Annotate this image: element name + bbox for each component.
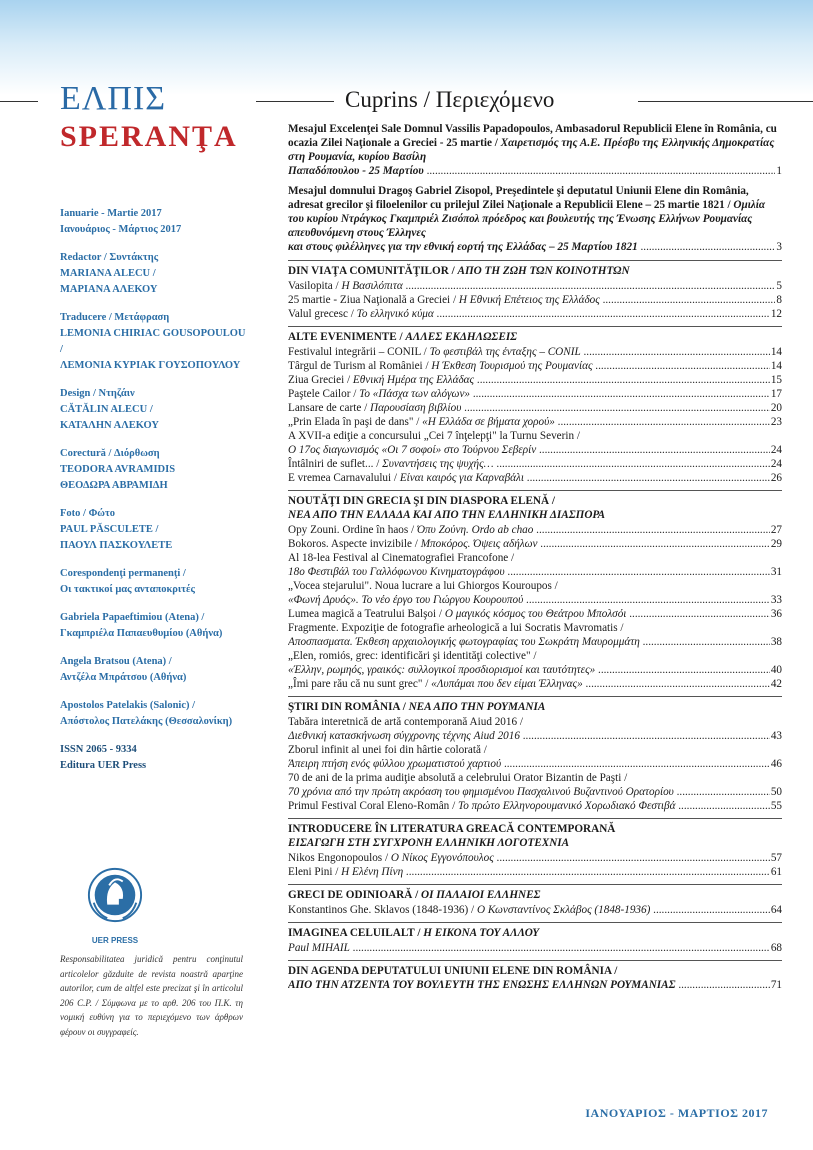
toc-entry-lead: Fragmente. Expoziţie de fotografie arheologică a lui Socratis Mavromatis /: [288, 622, 624, 634]
masthead-line: TEODORA AVRAMIDIS: [60, 464, 176, 475]
toc-entry-title: [288, 164, 775, 178]
masthead-block: [60, 566, 248, 598]
header-rule-right: [638, 101, 813, 102]
toc-entry-title: [288, 279, 775, 293]
masthead-line: ΘΕΟΔΩΡΑ ΑΒΡΑΜΙΔΗ: [60, 480, 168, 491]
toc-entry-title: [288, 307, 770, 321]
toc-section-header: [288, 884, 782, 902]
toc-page-number: 15: [770, 374, 782, 386]
toc-page-number: 40: [770, 664, 782, 676]
masthead-line: Corectură / Διόρθωση: [60, 448, 160, 459]
masthead-line: ISSN 2065 - 9334: [60, 744, 137, 755]
toc-title-greek: Το ελληνικό κύμα: [356, 308, 434, 320]
toc-section-header: [288, 326, 782, 344]
logo-romanian: SPERANŢA: [60, 120, 238, 153]
toc-entry-title: [288, 663, 770, 677]
toc-title-greek: Η Ελένη Πίνη: [341, 866, 404, 878]
masthead-line: Ianuarie - Martie 2017: [60, 208, 162, 219]
toc-page-number: 50: [770, 786, 782, 798]
toc-entry-title: [288, 415, 770, 429]
toc-title-greek: Ο Κωνσταντίνος Σκλάβος (1848-1936): [476, 904, 651, 916]
toc-title-romanian: Valul grecesc /: [288, 308, 354, 320]
toc-title-greek: Ο Νίκος Εγγονόπουλος: [390, 852, 494, 864]
toc-section-header: [288, 922, 782, 940]
toc-entry-title: [288, 729, 770, 743]
toc-entry-title: [288, 677, 770, 691]
toc-entry-title: [288, 293, 775, 307]
toc-title-greek: Το φεστιβάλ της ένταξης – CONIL: [429, 346, 581, 358]
toc-entry[interactable]: [288, 345, 782, 359]
toc-entry-title: [288, 635, 770, 649]
toc-entry-title: [288, 978, 770, 992]
toc-title-greek: «Η Ελλάδα σε βήματα χορού»: [422, 416, 555, 428]
toc-title-greek: Παρουσίαση βιβλίου: [370, 402, 462, 414]
toc-page-number: 14: [770, 346, 782, 358]
toc-entry-title: [288, 851, 770, 865]
toc-title-greek: Χαιρετισμός της Α.Ε. Πρέσβυ της Ελληνικής Δημοκρατίας στη Ρουμανία, κυρίου Βασίλη: [288, 137, 775, 163]
section-title-greek: ΟΙ ΠΑΛΑΙΟΙ ΕΛΛΗΝΕΣ: [421, 889, 541, 901]
toc-title-romanian: Opy Zouni. Ordine în haos /: [288, 524, 415, 536]
toc-entry-title: [288, 865, 770, 879]
masthead-block: [60, 386, 248, 434]
section-title-romanian: ALTE EVENIMENTE /: [288, 331, 403, 343]
toc-section-header: [288, 960, 782, 992]
masthead-line: Foto / Φώτο: [60, 508, 116, 519]
toc-page-number: 24: [770, 444, 782, 456]
masthead-line: Corespondenţi permanenţi /: [60, 568, 186, 579]
toc-entry[interactable]: [288, 471, 782, 485]
section-title-romanian: GRECI DE ODINIOARĂ /: [288, 889, 419, 901]
toc-entry[interactable]: [288, 607, 782, 621]
toc-page-number: 33: [770, 594, 782, 606]
toc-title-romanian: Ziua Greciei /: [288, 374, 351, 386]
toc-title-romanian: Festivalul integrării – CONIL /: [288, 346, 427, 358]
toc-page-number: 23: [770, 416, 782, 428]
section-title-greek: ΝΕΑ ΑΠΟ ΤΗΝ ΡΟΥΜΑΝΙΑ: [408, 701, 546, 713]
masthead-line: PAUL PĂSCULETE /: [60, 524, 159, 535]
toc-page-number: 71: [770, 979, 782, 991]
toc-entry[interactable]: [288, 359, 782, 373]
toc-entry[interactable]: [288, 279, 782, 293]
toc-entry[interactable]: [288, 307, 782, 321]
toc-title-romanian: Lumea magică a Teatrului Balşoi /: [288, 608, 443, 620]
masthead-block: [60, 250, 248, 298]
toc-entry[interactable]: [288, 443, 782, 457]
masthead-line: ΠΑΟΥΛ ΠΑΣΚΟΥΛΕΤΕ: [60, 540, 173, 551]
toc-title-greek: 18ο Φεστιβάλ του Γαλλόφωνου Κινηματογράφου: [288, 566, 505, 578]
toc-page-number: 57: [770, 852, 782, 864]
toc-title-greek: Paul MIHAIL: [288, 942, 350, 954]
toc-entry[interactable]: [288, 635, 782, 649]
toc-entry[interactable]: [288, 865, 782, 879]
toc-section-header: [288, 696, 782, 714]
masthead-line: MARIANA ALECU /: [60, 268, 156, 279]
toc-title-greek: Μποκόρος. Όψεις αδήλων: [420, 538, 538, 550]
toc-entry: [288, 240, 782, 254]
toc-title-romanian: Konstantinos Ghe. Sklavos (1848-1936) /: [288, 904, 475, 916]
toc-page-number: 27: [770, 524, 782, 536]
toc-page-number: 55: [770, 800, 782, 812]
toc-entry[interactable]: [288, 415, 782, 429]
toc-entry: [288, 978, 782, 992]
toc-title-romanian: Mesajul domnului Dragoş Gabriel Zisopol, Preşedintele şi deputatul Uniunii Elene din România, adresat grecilor şi filoelenilor cu prilejul Zilei Naţionale a Republicii Elene – 25 martie 1821 /: [288, 185, 749, 211]
toc-entry-title: [288, 401, 770, 415]
toc-entry[interactable]: [288, 729, 782, 743]
section-title-romanian: ŞTIRI DIN ROMÂNIA /: [288, 701, 406, 713]
toc-title-greek: Η Εθνική Επέτειος της Ελλάδος: [458, 294, 600, 306]
section-title-greek: ΑΠΟ ΤΗ ΖΩΗ ΤΩΝ ΚΟΙΝΟΤΗΤΩΝ: [457, 265, 630, 277]
toc-page-number: 1: [776, 165, 782, 177]
section-title-romanian: INTRODUCERE ÎN LITERATURA GREACĂ CONTEMPORANĂ: [288, 823, 616, 835]
toc-page-number: 43: [770, 730, 782, 742]
toc-title-greek: Ομιλία του κυρίου Ντράγκος Γκαμπριέλ Ζισόπολ πρόεδρος και βουλευτής της Ένωσης Ελλήνων Ρουμανίας απευθυνόμενη στους Έλληνες: [288, 199, 766, 239]
toc-title-greek: Είναι καιρός για Καρναβάλι: [399, 472, 524, 484]
masthead-line: Angela Bratsou (Atena) /: [60, 656, 172, 667]
section-title-romanian: IMAGINEA CELUILALT /: [288, 927, 421, 939]
toc-title-greek: Εθνική Ημέρα της Ελλάδας: [352, 374, 475, 386]
toc-title-greek: Παπαδόπουλου - 25 Μαρτίου: [288, 165, 424, 177]
masthead-line: Traducere / Μετάφραση: [60, 312, 170, 323]
toc-entry-title: [288, 903, 770, 917]
toc-title-romanian: Vasilopita /: [288, 280, 339, 292]
toc-title-greek: Άπειρη πτήση ενός φύλλου χρωματιστού χαρτιού: [288, 758, 502, 770]
toc-page-number: 36: [770, 608, 782, 620]
toc-title-greek: Το «Πάσχα των αλόγων»: [359, 388, 471, 400]
toc-title-greek: Το πρώτο Ελληνορουμανικό Χορωδιακό Φεστιβά: [457, 800, 676, 812]
toc-page-number: 64: [770, 904, 782, 916]
legal-disclaimer: Responsabilitatea juridică pentru conţinutul articolelor găzduite de revista noastră aparţine autorilor, cum de altfel este precizat şi în articolul 206 C.P. / Σύμφωνα με το αρθ. 206 του Π.Κ. τη νομική ευθύνη για το περιεχόμενο των άρθρων φέρουν οι συγγραφείς.: [60, 954, 243, 1037]
toc-entry-title: [288, 523, 770, 537]
masthead-line: ΚΑΤΑΛΗΝ ΑΛΕΚΟΥ: [60, 420, 159, 431]
toc-entry-title: [288, 443, 770, 457]
toc-entry[interactable]: [288, 387, 782, 401]
toc-title-greek: Αποσπασματα. Έκθεση αρχαιολογικής φωτογραφίας του Σωκράτη Μαυρομμάτη: [288, 636, 640, 648]
toc-entry[interactable]: [288, 457, 782, 471]
toc-entry[interactable]: [288, 757, 782, 771]
toc-entry-lead: Zborul infinit al unei foi din hârtie colorată /: [288, 744, 487, 756]
toc-page-number: 5: [776, 280, 782, 292]
masthead-line: Οι τακτικοί μας ανταποκριτές: [60, 584, 195, 595]
toc-title-greek: Ο μαγικός κόσμος του Θεάτρου Μπολσόι: [444, 608, 627, 620]
masthead-line: Αντζέλα Μπράτσου (Αθήνα): [60, 672, 187, 683]
masthead-block: [60, 610, 248, 642]
toc-title-romanian: Mesajul Excelenţei Sale Domnul Vassilis Papadopoulos, Ambasadorul Republicii Elene în România, cu ocazia Zilei Naţionale a Greciei - 25 martie /: [288, 123, 777, 149]
toc-title-romanian: E vremea Carnavalului /: [288, 472, 398, 484]
toc-entry-lead: 70 de ani de la prima audiţie absolută a celebrului Orator Bizantin de Paşti /: [288, 772, 628, 784]
toc-title-romanian: Târgul de Turism al României /: [288, 360, 429, 372]
masthead-block: [60, 654, 248, 686]
masthead-block: [60, 742, 248, 774]
toc-entry[interactable]: [288, 785, 782, 799]
toc-entry[interactable]: [288, 677, 782, 691]
toc-title-greek: Η Βασιλόπιτα: [341, 280, 403, 292]
toc-section-header: [288, 260, 782, 278]
toc-entry-lead: A XVII-a ediţie a concursului „Cei 7 înţelepţi" la Turnu Severin /: [288, 430, 580, 442]
section-title-romanian: DIN VIAŢA COMUNITĂŢILOR /: [288, 265, 455, 277]
toc-title-romanian: Nikos Engonopoulos /: [288, 852, 389, 864]
toc-title-greek: «Λυπάμαι που δεν είμαι Έλληνας»: [431, 678, 583, 690]
toc-page-number: 24: [770, 458, 782, 470]
toc-entry[interactable]: [288, 537, 782, 551]
toc-page-number: 26: [770, 472, 782, 484]
section-title-greek: ΝΕΑ ΑΠΟ ΤΗΝ ΕΛΛΑΔΑ ΚΑΙ ΑΠΟ ΤΗΝ ΕΛΛΗΝΙΚΗ ΔΙΑΣΠΟΡΑ: [288, 509, 606, 521]
toc-entry-title: [288, 941, 770, 955]
toc-title-greek: Συναντήσεις της ψυχής…: [382, 458, 494, 470]
toc-title-romanian: „Prin Elada în paşi de dans" /: [288, 416, 420, 428]
toc-entry[interactable]: [288, 593, 782, 607]
table-of-contents: [288, 122, 782, 993]
masthead-block: [60, 698, 248, 730]
toc-entry-title: [288, 387, 770, 401]
toc-entry-title: [288, 457, 770, 471]
masthead-line: Editura UER Press: [60, 760, 147, 771]
toc-title-romanian: Primul Festival Coral Eleno-Român /: [288, 800, 456, 812]
toc-entry[interactable]: [288, 523, 782, 537]
section-title-romanian: NOUTĂŢI DIN GRECIA ŞI DIN DIASPORA ELENĂ /: [288, 495, 555, 507]
toc-entry-lead: „Elen, romiós, grec: identificări şi identităţi colective" /: [288, 650, 537, 662]
masthead-line: Απόστολος Πατελάκης (Θεσσαλονίκη): [60, 716, 233, 727]
toc-entry-lead: „Vocea stejarului". Noua lucrare a lui Ghiorgos Kouroupos /: [288, 580, 558, 592]
logo-greek: ΕΛΠΙΣ: [60, 80, 167, 117]
toc-entry[interactable]: [288, 565, 782, 579]
toc-title-greek: «Φωνή Δρυός». Το νέο έργο του Γιώργου Κουρουπού: [288, 594, 524, 606]
section-title-greek: ΕΙΣΑΓΩΓΗ ΣΤΗ ΣΥΓΧΡΟΝΗ ΕΛΛΗΝΙΚΗ ΛΟΓΟΤΕΧΝΙΑ: [288, 837, 570, 849]
toc-title-greek: και στους φιλέλληνες για την εθνική εορτή της Ελλάδας – 25 Μαρτίου 1821: [288, 241, 638, 253]
masthead-block: [60, 506, 248, 554]
toc-title-romanian: „Îmi pare rău că nu sunt grec" /: [288, 678, 429, 690]
masthead-line: CĂTĂLIN ALECU /: [60, 404, 153, 415]
toc-page-number: 20: [770, 402, 782, 414]
publisher-name: UER PRESS: [91, 936, 139, 945]
toc-page-number: 3: [776, 241, 782, 253]
masthead-line: Ιανουάριος - Μάρτιος 2017: [60, 224, 182, 235]
masthead-sidebar: [60, 206, 248, 786]
section-title-greek: Η ΕΙΚΟΝΑ ΤΟΥ ΑΛΛΟΥ: [423, 927, 540, 939]
section-title-romanian: DIN AGENDA DEPUTATULUI UNIUNII ELENE DIN ROMÂNIA /: [288, 965, 618, 977]
masthead-line: LEMONIA CHIRIAC GOUSOPOULOU /: [60, 328, 246, 355]
header-rule-middle: [256, 101, 334, 102]
section-title-greek: ΑΛΛΕΣ ΕΚΔΗΛΩΣΕΙΣ: [405, 331, 518, 343]
masthead-block: [60, 310, 248, 374]
section-title-greek: ΑΠΟ ΤΗΝ ΑΤΖΕΝΤΑ ΤΟΥ ΒΟΥΛΕΥΤΗ ΤΗΣ ΕΝΩΣΗΣ ΕΛΛΗΝΩΝ ΡΟΥΜΑΝΙΑΣ: [288, 979, 676, 991]
toc-entry[interactable]: [288, 799, 782, 813]
toc-entry-title: [288, 593, 770, 607]
toc-entry[interactable]: [288, 851, 782, 865]
page-title: Cuprins / Περιεχόμενο: [345, 87, 555, 112]
toc-page-number: 46: [770, 758, 782, 770]
toc-entry[interactable]: [288, 401, 782, 415]
toc-title-greek: Όπυ Ζούνη. Ordo ab chao: [416, 524, 534, 536]
toc-page-number: 12: [770, 308, 782, 320]
toc-title-greek: Η Έκθεση Τουρισμού της Ρουμανίας: [431, 360, 593, 372]
masthead-line: ΜΑΡΙΑΝΑ ΑΛΕΚΟΥ: [60, 284, 158, 295]
toc-page-number: 38: [770, 636, 782, 648]
toc-entry[interactable]: [288, 903, 782, 917]
masthead-line: Design / Ντηζάιν: [60, 388, 135, 399]
toc-entry[interactable]: [288, 373, 782, 387]
header-rule-left: [0, 101, 38, 102]
toc-title-romanian: Paştele Cailor /: [288, 388, 357, 400]
masthead-block: [60, 446, 248, 494]
toc-title-greek: Διεθνική κατασκήνωση σύγχρονης τέχνης Aiud 2016: [288, 730, 520, 742]
masthead-line: Γκαμπριέλα Παπαευθυμίου (Αθήνα): [60, 628, 223, 639]
toc-entry[interactable]: [288, 941, 782, 955]
toc-entry-title: [288, 359, 770, 373]
toc-section-header: [288, 490, 782, 522]
masthead-block: [60, 206, 248, 238]
uer-press-emblem-icon: [86, 866, 144, 924]
toc-entry-lead: Tabăra interetnică de artă contemporană Aiud 2016 /: [288, 716, 523, 728]
toc-entry-title: [288, 345, 770, 359]
toc-entry: [288, 164, 782, 178]
toc-title-greek: Ο 17ος διαγωνισμός «Οι 7 σοφοί» στο Τούρνου Σεβερίν: [288, 444, 537, 456]
toc-feature-message[interactable]: [288, 184, 782, 254]
toc-entry-title: [288, 799, 770, 813]
masthead-line: Apostolos Patelakis (Salonic) /: [60, 700, 196, 711]
toc-title-romanian: Întâlniri de suflet... /: [288, 458, 380, 470]
toc-page-number: 14: [770, 360, 782, 372]
toc-entry-title: [288, 757, 770, 771]
toc-page-number: 68: [770, 942, 782, 954]
toc-title-greek: 70 χρόνια από την πρώτη ακρόαση του φημισμένου Πασχαλινού Βυζαντινού Ορατορίου: [288, 786, 674, 798]
toc-entry-title: [288, 785, 770, 799]
toc-entry-lead: Al 18-lea Festival al Cinematografiei Francofone /: [288, 552, 515, 564]
toc-title-romanian: Eleni Pini /: [288, 866, 339, 878]
toc-entry-title: [288, 607, 770, 621]
toc-page-number: 29: [770, 538, 782, 550]
toc-entry-title: [288, 240, 775, 254]
toc-entry-title: [288, 565, 770, 579]
toc-entry-title: [288, 373, 770, 387]
toc-page-number: 42: [770, 678, 782, 690]
toc-title-romanian: Lansare de carte /: [288, 402, 368, 414]
masthead-line: Gabriela Papaeftimiou (Atena) /: [60, 612, 205, 623]
masthead-line: Redactor / Συντάκτης: [60, 252, 159, 263]
toc-entry-title: [288, 537, 770, 551]
toc-feature-message[interactable]: [288, 122, 782, 178]
toc-title-greek: «Έλλην, ρωμηός, γραικός: συλλογικοί προσδιορισμοί και ταυτότητες»: [288, 664, 596, 676]
footer-issue: ΙΑΝΟΥΑΡΙΟΣ - ΜΑΡΤΙΟΣ 2017: [585, 1106, 768, 1120]
toc-entry[interactable]: [288, 663, 782, 677]
toc-section-header: [288, 818, 782, 850]
toc-title-romanian: Bokoros. Aspecte invizibile /: [288, 538, 418, 550]
toc-entry[interactable]: [288, 293, 782, 307]
toc-page-number: 31: [770, 566, 782, 578]
toc-page-number: 8: [776, 294, 782, 306]
toc-page-number: 17: [770, 388, 782, 400]
toc-title-romanian: 25 martie - Ziua Naţională a Greciei /: [288, 294, 457, 306]
masthead-line: ΛΕΜΟΝΙΑ ΚΥΡΙΑΚ ΓΟΥΣΟΠΟΥΛΟΥ: [60, 360, 241, 371]
toc-entry-title: [288, 471, 770, 485]
toc-page-number: 61: [770, 866, 782, 878]
